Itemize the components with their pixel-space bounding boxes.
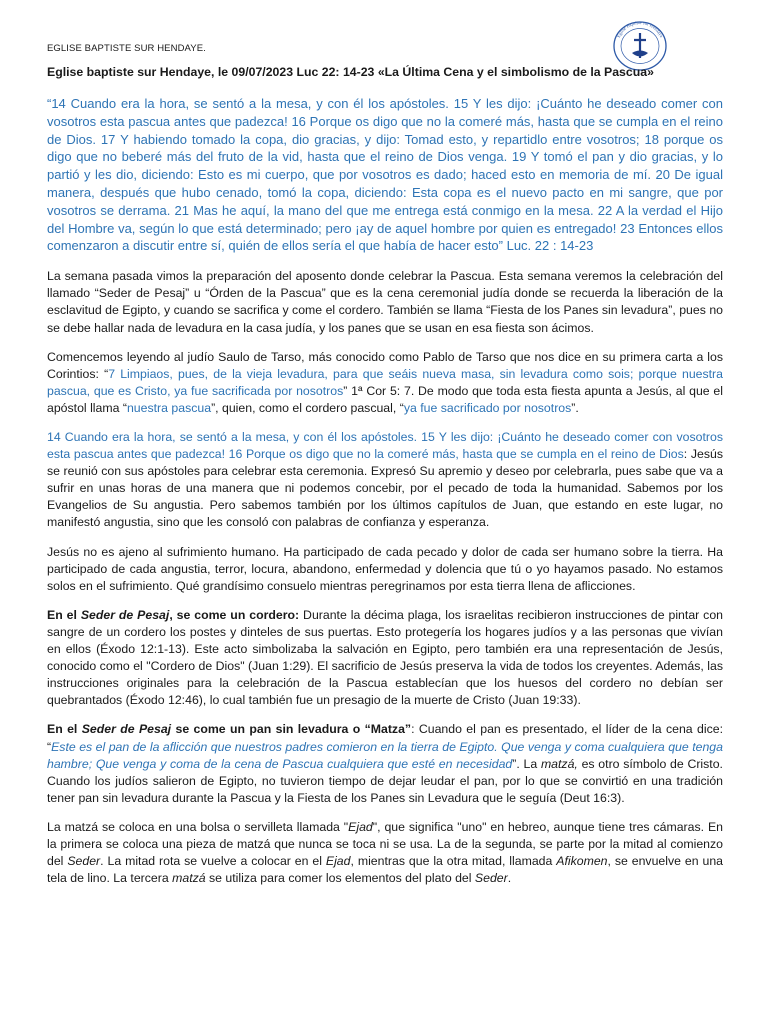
paragraph-7: La matzá se coloca en una bolsa o servilleta llamada "Ejad", que significa "uno" en hebreo, aunque tiene tres cámaras. En la primera se coloca una pieza de matzá que nunca se toca ni se usa. La de la segunda, se parte por la mitad al comienzo del Seder. La mitad rota se vuelve a colocar en el Ejad, mientras que la otra mitad, llamada Afikomen, se envuelve en una tela de lino. La tercera matzá se utiliza para comer los elementos del plato del Seder. xyxy=(47,819,723,886)
seal-text: Eglise Baptiste sur Hendaye xyxy=(615,20,665,39)
church-header-label: EGLISE BAPTISTE SUR HENDAYE. xyxy=(47,43,206,54)
paragraph-2: Comencemos leyendo al judío Saulo de Tarso, más conocido como Pablo de Tarso que nos dice en su primera carta a los Corintios: “7 Limpiaos, pues, de la vieja levadura, para que seáis nueva masa, sin levadura como sois; porque nuestra pascua, que es Cristo, ya fue sacrificada por nosotros” 1ª Cor 5: 7. De modo que toda esta fiesta apunta a Jesús, al que el apóstol llama “nuestra pascua”, quien, como el cordero pascual, “ya fue sacrificado por nosotros”. xyxy=(47,349,724,415)
paragraph-1: La semana pasada vimos la preparación del aposento donde celebrar la Pascua. Esta semana veremos la celebración del llamado “Seder de Pesaj” u “Órden de la Pascua” que es la cena ceremonial judía donde se recuerda la liberación de la esclavitud de Egipto, y cuando se sacrifica y come el cordero. También se llama “Fiesta de los Panes sin levadura”, pues no se debe hallar nada de levadura en la casa judía, y los panes que se usan en esa fiesta son ácimos. xyxy=(47,269,723,335)
quote-1-cor: 7 Limpiaos, pues, de la vieja levadura, para que seáis nueva masa, sin levadura como sois; porque nuestra pascua, que es Cristo, ya fue sacrificada por nosotros xyxy=(47,366,723,398)
scripture-quote: “14 Cuando era la hora, se sentó a la mesa, y con él los apóstoles. 15 Y les dijo: ¡Cuánto he deseado comer con vosotros esta pascua antes que padezca! 16 Porque os digo que no la comeré más, hasta que se cumpla en el reino de Dios. 17 Y habiendo tomado la copa, dio gracias, y dijo: Tomad esto, y repartidlo entre vosotros; 18 porque os digo que no beberé más del fruto de la vid, hasta que el reino de Dios venga. 19 Y tomó el pan y dio gracias, y lo partió y les dio, diciendo: Esto es mi cuerpo, que por vosotros es dado; haced esto en memoria de mí. 20 De igual manera, después que hubo cenado, tomó la copa, diciendo: Esta copa es el nuevo pacto en mi sangre, que por vosotros se derrama. 21 Mas he aquí, la mano del que me entrega está conmigo en la mesa. 22 A la verdad el Hijo del Hombre va, según lo que está determinado; pero ¡ay de aquel hombre por quien es entregado! 23 Entonces ellos comenzaron a discutir entre sí, quién de ellos sería el que había de hacer esto” Luc. 22 : 14-23 xyxy=(47,96,723,254)
paragraph-3: 14 Cuando era la hora, se sentó a la mesa, y con él los apóstoles. 15 Y les dijo: ¡Cuánto he deseado comer con vosotros esta pascua antes que padezca! 16 Porque os digo que no la comeré más, hasta que se cumpla en el reino de Dios: Jesús se reunió con sus apóstoles para celebrar esta ceremonia. Expresó Su apremio y deseo por celebrarla, pues sabe que va a sufrir en unas horas de una manera que ni podemos concebir, por el pecado de toda la humanidad. Sabemos por los Evangelios de Su angustia. Pero sabemos también por los últimos capítulos de Juan, que estando en este lugar, no manifestó angustia, sino que les consoló con palabras de confianza y esperanza. xyxy=(47,430,723,530)
paragraph-6: En el Seder de Pesaj se come un pan sin levadura o “Matza”: Cuando el pan es presentado, el líder de la cena dice: “Este es el pan de la aflicción que nuestros padres comieron en la tierra de Egipto. Que venga y coma cualquiera que tenga hambre; Que venga y coma de la cena de Pascua cualquiera que esté en necesidad”. La matzá, es otro símbolo de Cristo. Cuando los judíos salieron de Egipto, no tuvieron tiempo de dejar leudar el pan, por lo que se convirtió en una tradición tener pan sin levadura durante la Pascua y la Fiesta de los Panes sin Levadura que le seguía (Deut 16:3). xyxy=(47,722,723,805)
matza-quote: Este es el pan de la aflicción que nuestros padres comieron en la tierra de Egipto. Que venga y coma cualquiera que tenga hambre; Que venga y coma de la cena de Pascua cualquiera que esté en necesidad xyxy=(47,739,723,771)
document-title: Eglise baptiste sur Hendaye, le 09/07/2023 Luc 22: 14-23 «La Última Cena y el simbolismo de la Pascua» xyxy=(47,65,654,79)
document-body xyxy=(47,64,723,899)
paragraph-4: Jesús no es ajeno al sufrimiento humano. Ha participado de cada pecado y dolor de cada ser humano sobre la tierra. Ha participado de cada angustia, terror, locura, abandono, enfermedad y dolencia que tú o yo hayamos pasado. No estamos solos en el sufrimiento. Qué grandísimo consuelo mientras peregrinamos por esta tierra llena de aflicciones. xyxy=(47,544,723,593)
paragraph-5: En el Seder de Pesaj, se come un cordero: Durante la décima plaga, los israelitas recibieron instrucciones de pintar con sangre de un cordero los postes y dinteles de sus puertas. Esto protegería los hogares judíos y a las personas que vivían en ellos (Éxodo 12:1-13). Este acto simbolizaba la salvación en Egipto, pero también era una representación de Jesús, conocido como el "Cordero de Dios" (Juan 1:29). El sacrificio de Jesús preserva la vida de todos los creyentes. Además, las instrucciones originales para la celebración de la Pascua establecían que los huesos del cordero no debían ser quebrantados (Éxodo 12:46), lo cual también fue un presagio de la muerte de Cristo (Juan 19:33). xyxy=(47,607,723,708)
verse-quote-inline: 14 Cuando era la hora, se sentó a la mesa, y con él los apóstoles. 15 Y les dijo: ¡Cuánto he deseado comer con vosotros esta pascua antes que padezca! 16 Porque os digo que no la comeré más, hasta que se cumpla en el reino de Dios xyxy=(47,430,723,462)
